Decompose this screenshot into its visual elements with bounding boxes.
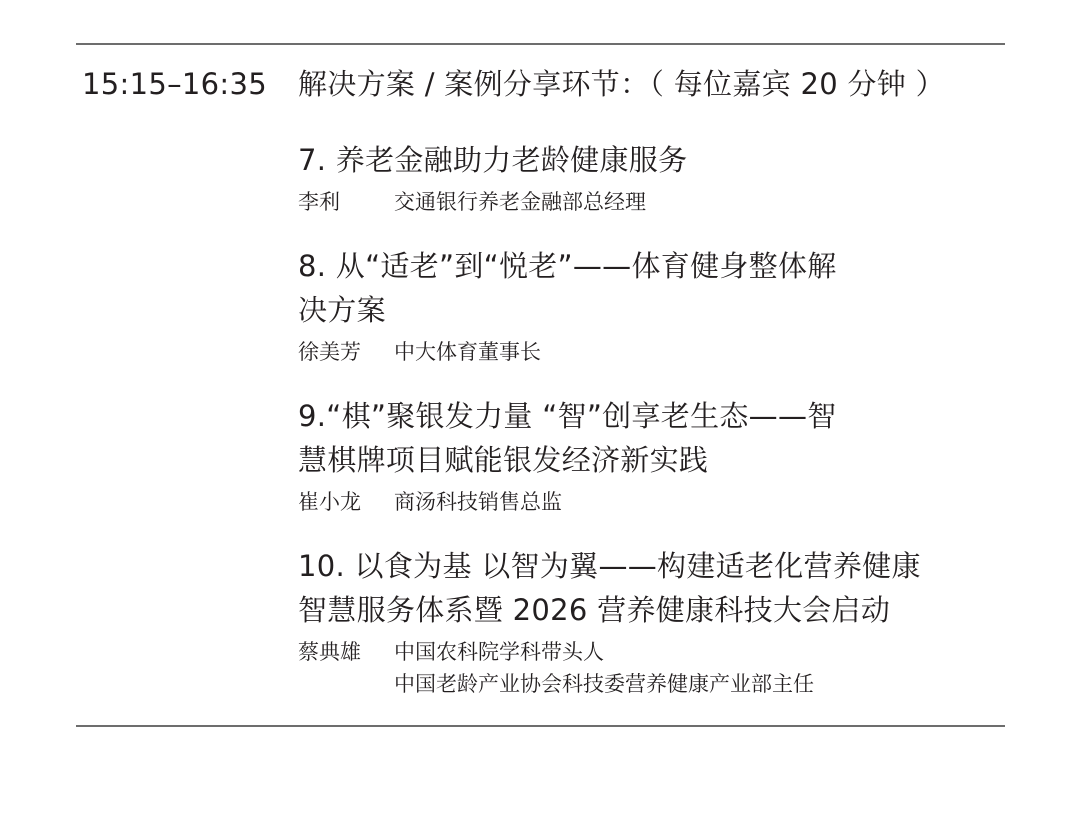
speaker-name: 蔡典雄 xyxy=(298,640,361,664)
talk-title: 8. 从“适老”到“悦老”——体育健身整体解 决方案 xyxy=(298,249,837,327)
talk-title: 7. 养老金融助力老龄健康服务 xyxy=(298,143,688,177)
speaker-role: 中国老龄产业协会科技委营养健康产业部主任 xyxy=(394,672,814,696)
speaker-role: 中大体育董事长 xyxy=(394,340,541,364)
talk-item xyxy=(298,394,1008,544)
speaker-name: 徐美芳 xyxy=(298,340,361,364)
speaker-roles xyxy=(394,336,541,368)
speaker-role: 中国农科院学科带头人 xyxy=(394,640,604,664)
talk-list xyxy=(298,138,1008,700)
session-time: 15:15–16:35 xyxy=(82,67,267,101)
speaker-name: 李利 xyxy=(298,190,340,214)
speaker-info xyxy=(298,486,1008,518)
talk-item xyxy=(298,138,1008,244)
bottom-divider xyxy=(76,725,1005,727)
top-divider xyxy=(76,43,1005,45)
talk-title: 10. 以食为基 以智为翼——构建适老化营养健康 智慧服务体系暨 2026 营养健康科技大会启动 xyxy=(298,549,921,627)
speaker-roles xyxy=(394,486,562,518)
talk-title: 9.“棋”聚银发力量 “智”创享老生态——智 慧棋牌项目赋能银发经济新实践 xyxy=(298,399,837,477)
session-title: 解决方案 / 案例分享环节：（ 每位嘉宾 20 分钟 ） xyxy=(298,67,945,101)
speaker-role: 商汤科技销售总监 xyxy=(394,490,562,514)
talk-item xyxy=(298,544,1008,700)
speaker-role: 交通银行养老金融部总经理 xyxy=(394,190,646,214)
speaker-info xyxy=(298,636,1008,700)
speaker-roles xyxy=(394,636,814,700)
talk-item xyxy=(298,244,1008,394)
speaker-info xyxy=(298,186,1008,218)
speaker-roles xyxy=(394,186,646,218)
speaker-info xyxy=(298,336,1008,368)
speaker-name: 崔小龙 xyxy=(298,490,361,514)
